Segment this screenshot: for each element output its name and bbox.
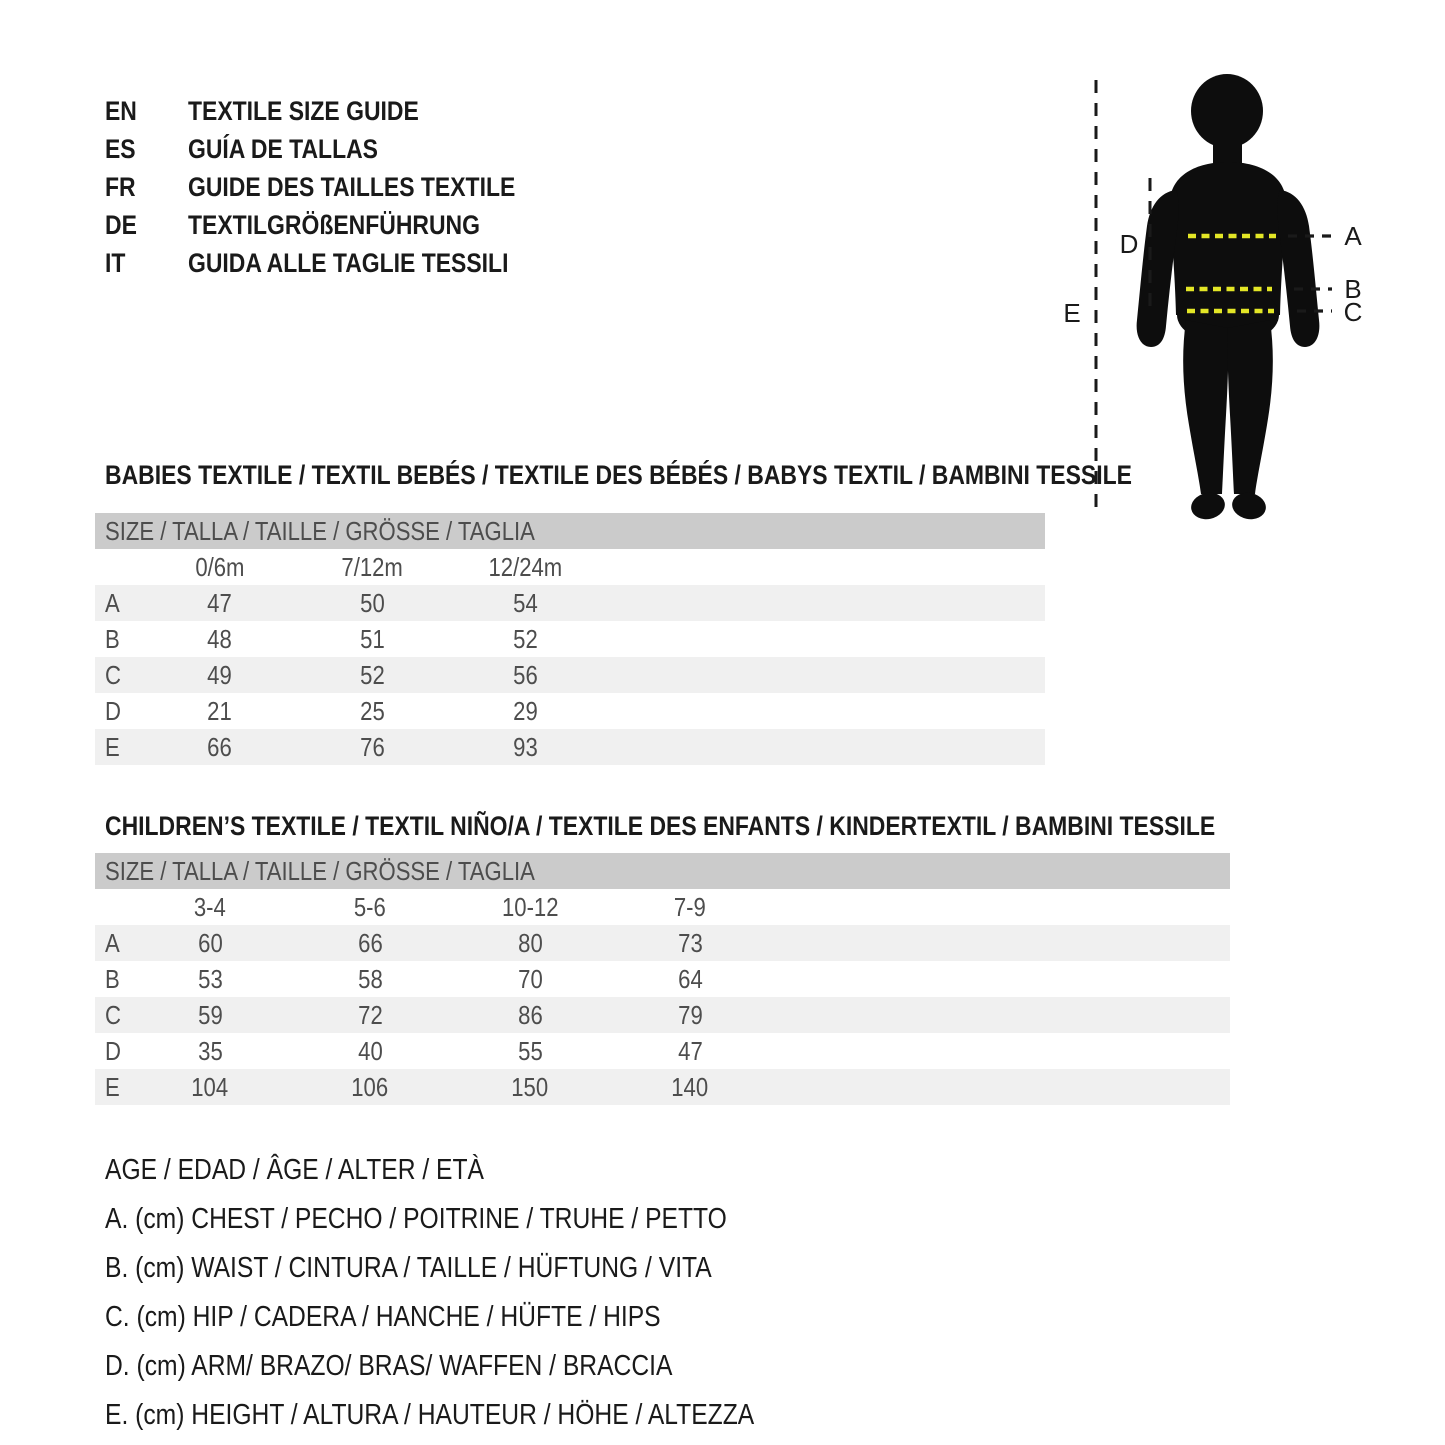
cell-value: 52 bbox=[360, 659, 385, 690]
lang-code: ES bbox=[105, 133, 136, 164]
cell-value: 64 bbox=[677, 963, 703, 994]
row-label: B bbox=[105, 963, 120, 994]
measurement-legend bbox=[105, 1146, 869, 1440]
row-label: E bbox=[105, 1071, 120, 1102]
cell-value: 150 bbox=[511, 1071, 549, 1102]
row-label: D bbox=[105, 695, 121, 726]
lang-title: GUÍA DE TALLAS bbox=[188, 133, 378, 164]
cell-value: 29 bbox=[513, 695, 538, 726]
cell-value: 80 bbox=[517, 927, 543, 958]
figure-label-d: D bbox=[1119, 229, 1139, 259]
cell-value: 60 bbox=[197, 927, 223, 958]
column-header-row bbox=[95, 889, 1230, 925]
cell-value: 47 bbox=[207, 587, 232, 618]
cell-value: 70 bbox=[517, 963, 543, 994]
cell-value: 49 bbox=[207, 659, 232, 690]
cell-value: 48 bbox=[207, 623, 232, 654]
lang-row bbox=[105, 168, 573, 206]
child-silhouette-icon bbox=[1137, 74, 1320, 522]
cell-value: 56 bbox=[513, 659, 538, 690]
column-header: 3-4 bbox=[194, 891, 226, 922]
lang-row bbox=[105, 130, 573, 168]
row-label: B bbox=[105, 623, 120, 654]
cell-value: 54 bbox=[513, 587, 538, 618]
lang-code: IT bbox=[105, 247, 126, 278]
cell-value: 52 bbox=[513, 623, 538, 654]
cell-value: 35 bbox=[197, 1035, 223, 1066]
table-row bbox=[95, 1069, 1230, 1105]
cell-value: 21 bbox=[207, 695, 232, 726]
lang-title: TEXTILGRÖßENFÜHRUNG bbox=[188, 209, 480, 240]
cell-value: 86 bbox=[517, 999, 543, 1030]
cell-value: 104 bbox=[191, 1071, 229, 1102]
table-row bbox=[95, 693, 1045, 729]
cell-value: 140 bbox=[671, 1071, 709, 1102]
legend-line: B. (cm) WAIST / CINTURA / TAILLE / HÜFTUNG / VITA bbox=[105, 1252, 712, 1284]
table-row bbox=[95, 1033, 1230, 1069]
row-label: A bbox=[105, 927, 120, 958]
lang-row bbox=[105, 206, 573, 244]
cell-value: 25 bbox=[360, 695, 385, 726]
column-header: 0/6m bbox=[194, 551, 245, 582]
cell-value: 72 bbox=[357, 999, 383, 1030]
row-label: D bbox=[105, 1035, 121, 1066]
cell-value: 40 bbox=[357, 1035, 383, 1066]
size-header-bar: SIZE / TALLA / TAILLE / GRÖSSE / TAGLIA bbox=[95, 853, 1230, 889]
table-row bbox=[95, 621, 1045, 657]
cell-value: 59 bbox=[197, 999, 223, 1030]
table-row bbox=[95, 961, 1230, 997]
cell-value: 58 bbox=[357, 963, 383, 994]
table-row bbox=[95, 585, 1045, 621]
lang-code: EN bbox=[105, 95, 137, 126]
cell-value: 79 bbox=[677, 999, 703, 1030]
lang-code: DE bbox=[105, 209, 137, 240]
column-header: 7/12m bbox=[341, 551, 404, 582]
babies-section-title: BABIES TEXTILE / TEXTIL BEBÉS / TEXTILE DES BÉBÉS / BABYS TEXTIL / BAMBINI TESSILE bbox=[105, 460, 1132, 490]
column-header: 7-9 bbox=[674, 891, 706, 922]
table-row bbox=[95, 729, 1045, 765]
legend-line: C. (cm) HIP / CADERA / HANCHE / HÜFTE / HIPS bbox=[105, 1301, 661, 1333]
figure-label-a: A bbox=[1344, 221, 1362, 251]
cell-value: 73 bbox=[677, 927, 703, 958]
lang-title: GUIDE DES TAILLES TEXTILE bbox=[188, 171, 516, 202]
cell-value: 106 bbox=[351, 1071, 389, 1102]
column-header: 12/24m bbox=[488, 551, 563, 582]
cell-value: 66 bbox=[207, 731, 232, 762]
legend-line: A. (cm) CHEST / PECHO / POITRINE / TRUHE / PETTO bbox=[105, 1203, 727, 1235]
row-label: E bbox=[105, 731, 120, 762]
lang-row bbox=[105, 92, 573, 130]
row-label: C bbox=[105, 659, 121, 690]
figure-label-c: C bbox=[1343, 297, 1363, 327]
legend-line: AGE / EDAD / ÂGE / ALTER / ETÀ bbox=[105, 1154, 484, 1186]
language-title-block bbox=[105, 92, 573, 282]
row-label: A bbox=[105, 587, 120, 618]
cell-value: 47 bbox=[677, 1035, 703, 1066]
lang-title: TEXTILE SIZE GUIDE bbox=[188, 95, 419, 126]
legend-line: D. (cm) ARM/ BRAZO/ BRAS/ WAFFEN / BRACCIA bbox=[105, 1350, 673, 1382]
babies-size-table bbox=[95, 513, 1045, 765]
lang-code: FR bbox=[105, 171, 136, 202]
legend-line: E. (cm) HEIGHT / ALTURA / HAUTEUR / HÖHE / ALTEZZA bbox=[105, 1399, 755, 1431]
figure-label-b: B bbox=[1344, 274, 1362, 304]
table-row bbox=[95, 657, 1045, 693]
lang-title: GUIDA ALLE TAGLIE TESSILI bbox=[188, 247, 509, 278]
cell-value: 53 bbox=[197, 963, 223, 994]
row-label: C bbox=[105, 999, 121, 1030]
cell-value: 50 bbox=[360, 587, 385, 618]
column-header-row bbox=[95, 549, 1045, 585]
size-header-bar: SIZE / TALLA / TAILLE / GRÖSSE / TAGLIA bbox=[95, 513, 1045, 549]
children-section-title: CHILDREN’S TEXTILE / TEXTIL NIÑO/A / TEXTILE DES ENFANTS / KINDERTEXTIL / BAMBINI TESSILE bbox=[105, 811, 1216, 841]
column-header: 10-12 bbox=[501, 891, 559, 922]
children-size-table bbox=[95, 853, 1230, 1105]
cell-value: 76 bbox=[360, 731, 385, 762]
cell-value: 51 bbox=[360, 623, 385, 654]
table-row bbox=[95, 925, 1230, 961]
table-row bbox=[95, 997, 1230, 1033]
column-header: 5-6 bbox=[354, 891, 386, 922]
lang-row bbox=[105, 244, 573, 282]
figure-label-e: E bbox=[1063, 298, 1081, 328]
cell-value: 93 bbox=[513, 731, 538, 762]
cell-value: 66 bbox=[357, 927, 383, 958]
cell-value: 55 bbox=[517, 1035, 543, 1066]
